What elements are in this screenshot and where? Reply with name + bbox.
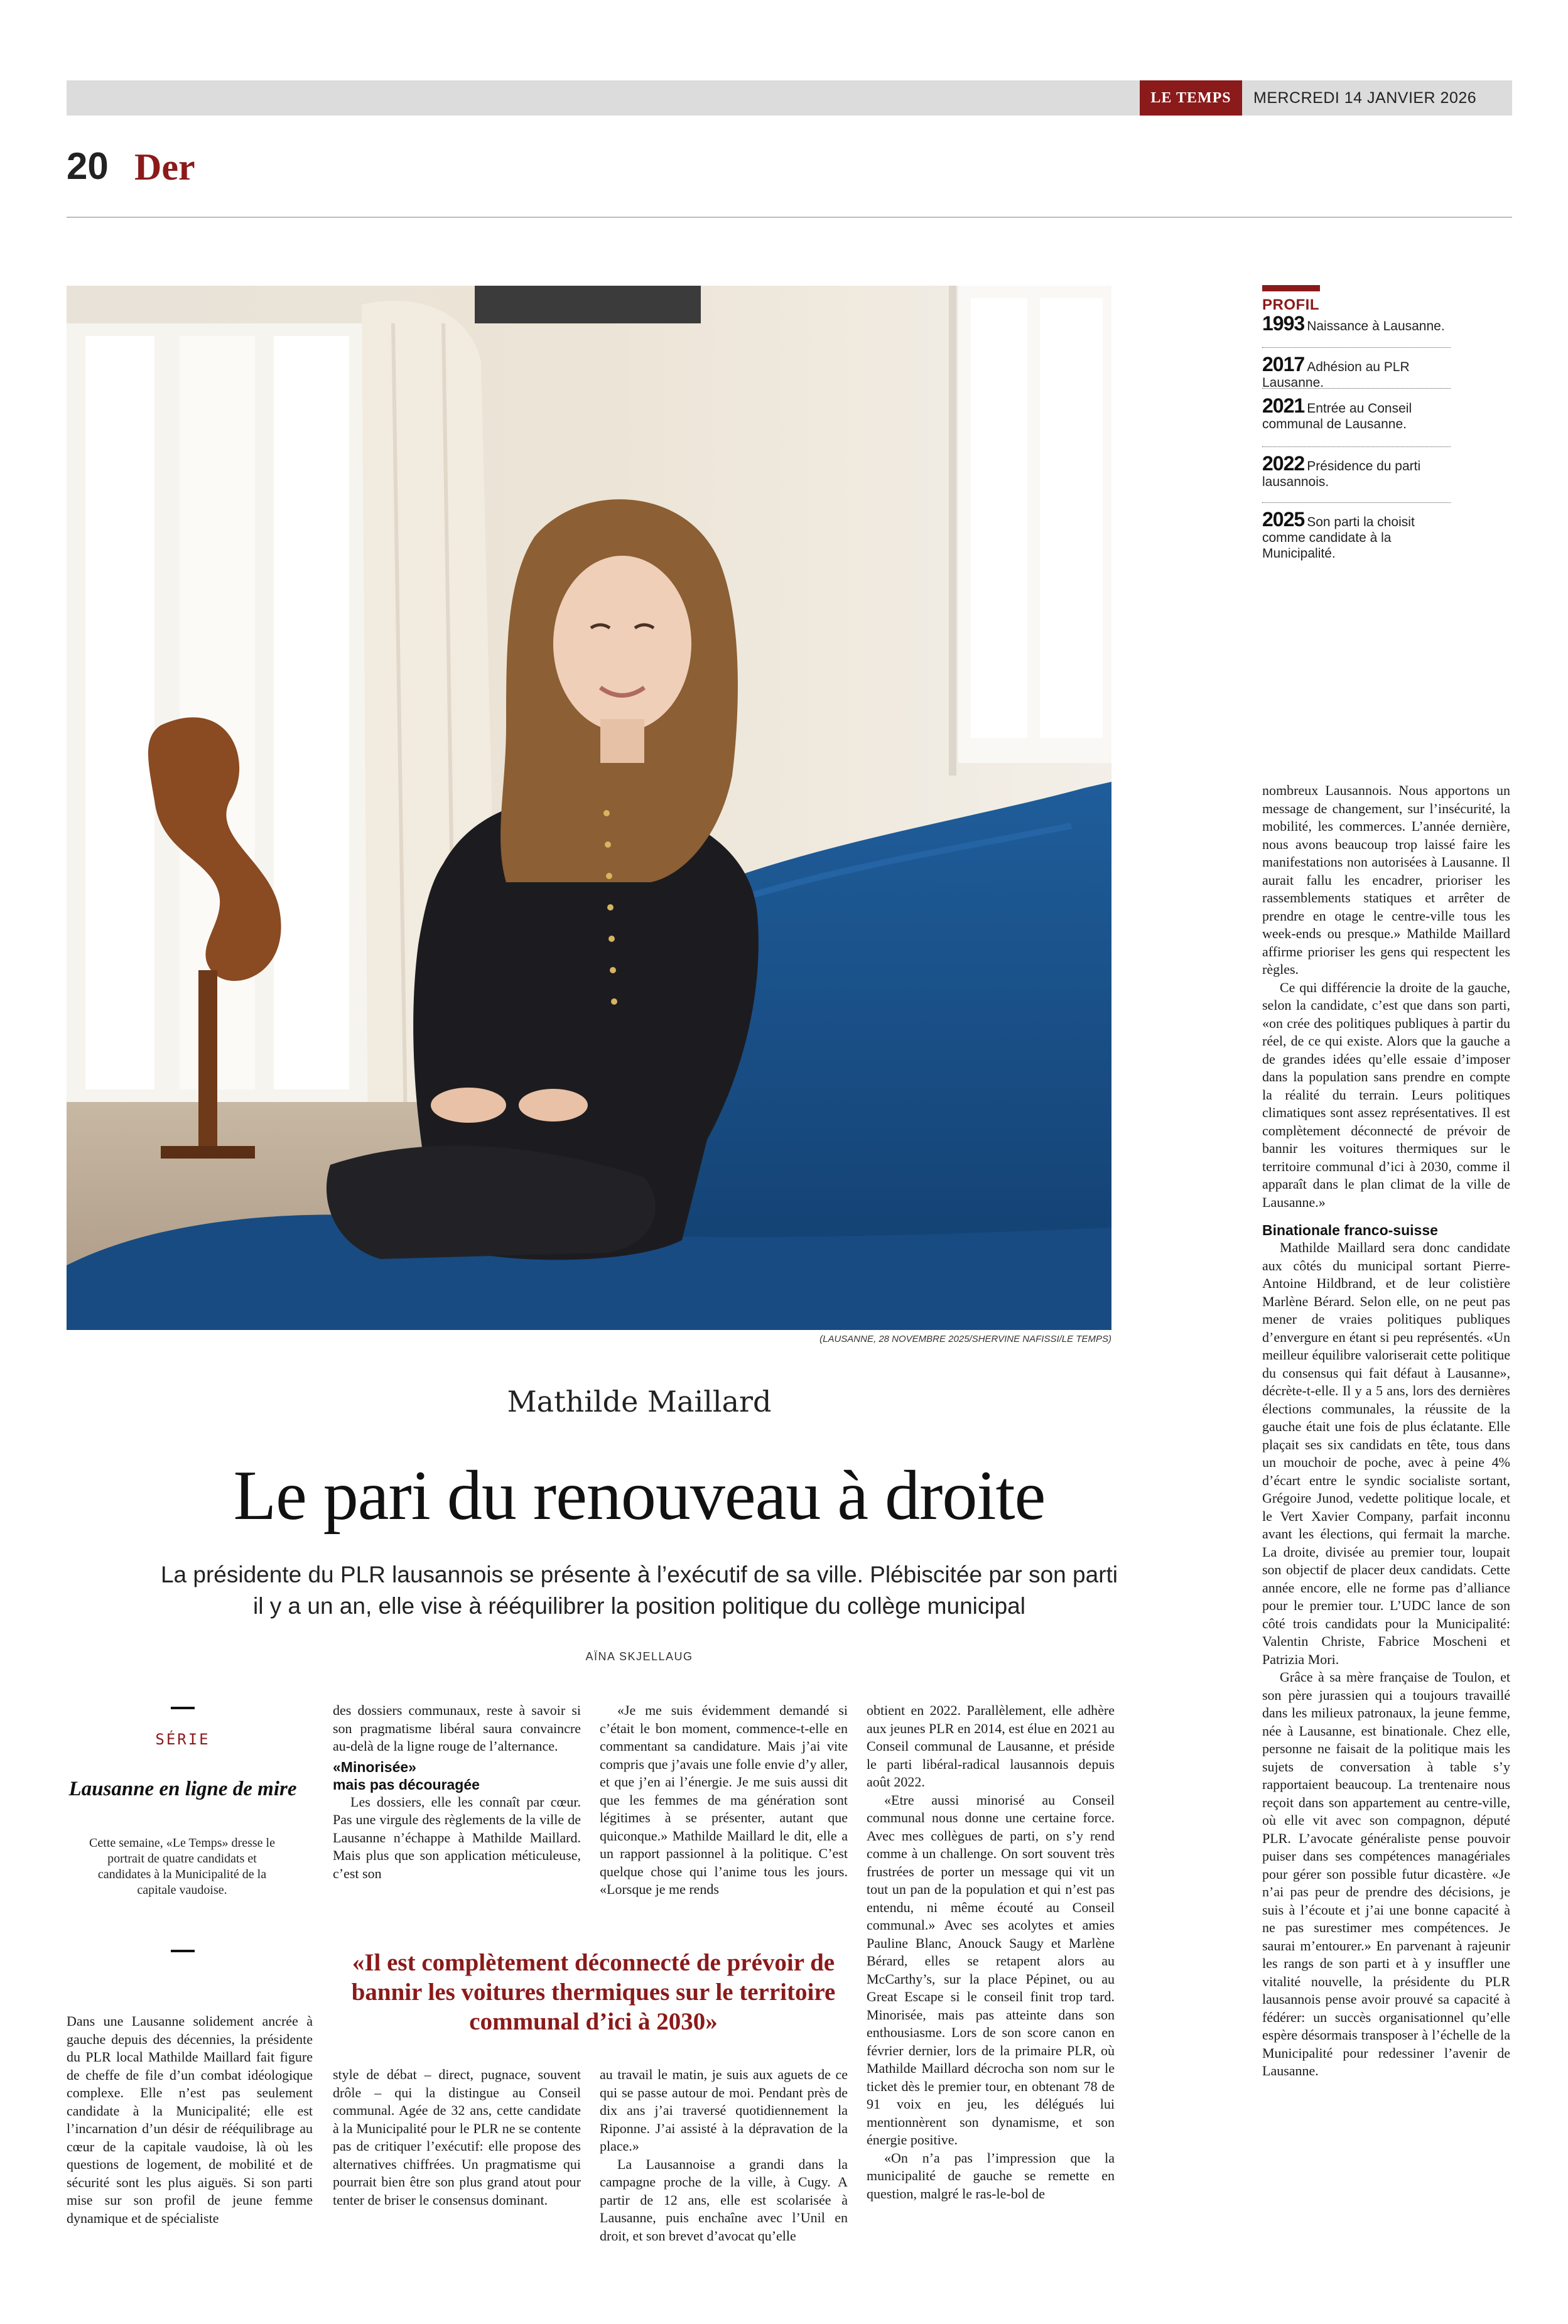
serie-title: Lausanne en ligne de mire (68, 1778, 297, 1800)
col2-subhead-line-2: mais pas découragée (333, 1776, 480, 1793)
col2-paragraph-2: Les dossiers, elle les connaît par cœur. Pas une virgule des règlements de la ville de Lausanne n’échappe à Mathilde Maillard. Mais plus que son application méticuleuse, c’est son (333, 1793, 581, 1881)
profil-item (1262, 508, 1451, 561)
col4-paragraph-3: «On n’a pas l’impression que la municipalité de gauche se remette en question, malgré le ras-le-bol de (867, 2149, 1115, 2202)
profil-separator (1262, 446, 1451, 447)
profil-year: 2022 (1262, 452, 1305, 475)
col2-paragraph-1: des dossiers communaux, reste à savoir si son pragmatisme libéral saura convaincre au-delà de la ligne rouge de l’alternance. (333, 1702, 581, 1754)
serie-dash-top (171, 1707, 195, 1709)
profil-separator (1262, 502, 1451, 503)
column-5 (1262, 782, 1510, 2080)
portrait-photo (67, 286, 1111, 1330)
profil-item (1262, 353, 1451, 391)
section-title: Der (134, 146, 195, 188)
serie-label: SÉRIE (155, 1731, 210, 1748)
article-kicker: Mathilde Maillard (507, 1385, 772, 1419)
portrait-illustration (67, 286, 1111, 1330)
col2-paragraph-3: style de débat – direct, pugnace, souvent drôle – qui la distingue au Conseil communal. Agée de 32 ans, cette candidate à la Municipalité pour le PLR ne se contente pas de critiquer l’exécutif: elle propose des alternatives chiffrées. Un pragmatisme qui pourrait bien être son plus grand atout pour tenter de briser le consensus dominant. (333, 2067, 581, 2208)
serie-dash-bottom (171, 1950, 195, 1952)
article-headline: Le pari du renouveau à droite (233, 1457, 1046, 1535)
brand-logo: LE TEMPS (1140, 80, 1242, 116)
profil-text: Adhésion au PLR Lausanne. (1262, 360, 1410, 390)
column-2-bottom (333, 2066, 581, 2209)
pull-quote: «Il est complètement déconnecté de prévoir de bannir les voitures thermiques sur le territoire communal d’ici à 2030» (351, 1949, 836, 2035)
column-2-top (333, 1702, 581, 1883)
column-3-bottom (600, 2066, 848, 2245)
serie-text: Cette semaine, «Le Temps» dresse le portrait de quatre candidats et candidates à la Municipalité de la capitale vaudoise. (89, 1836, 275, 1897)
page-number: 20 (67, 145, 109, 187)
col1-paragraph: Dans une Lausanne solidement ancrée à gauche depuis des décennies, la présidente du PLR local Mathilde Maillard fait figure de cheffe de file d’un combat idéologique complexe. Elle n’est pas seulement candidate à la Municipalité; elle est l’incarnation d’un désir de rééquilibrage au cœur de la capitale vaudoise, là où les questions de logement, de mobilité et de sécurité sont les plus aiguës. Si son parti mise sur son profil de jeune femme dynamique et de spécialiste (67, 2013, 313, 2226)
col5-paragraph-3: Mathilde Maillard sera donc candidate aux côtés du municipal sortant Pierre-Antoine Hildbrand, et de leur colistière Marlène Bérard. Selon elle, on ne peut pas mener de vraies politiques publiques d’envergure en étant si peu représentés. «Un meilleur équilibre valoriserait cette politique du consensus qui fait défaut à Lausanne», décrète-t-elle. Il y a 5 ans, lors des dernières élections communales, la réussite de la gauche était une fois de plus éclatante. Elle plaçait ses six candidats en tête, tous dans un mouchoir de poche, avec à peine 4% d’écart entre le syndic socialiste sortant, Grégoire Junod, vedette politique locale, et le Vert Xavier Company, parfait inconnu avant les élections, qui fermait la marche. La droite, divisée au premier tour, loupait son objectif de placer deux candidats. Cette année encore, elle ne forme pas d’alliance pour le premier tour. L’UDC lance de son côté trois candidats pour la Municipalité: Valentin Christe, Fabrice Moscheni et Patrizia Mori. (1262, 1240, 1510, 1667)
profil-text: Son parti la choisit comme candidate à la Municipalité. (1262, 515, 1415, 561)
col5-paragraph-1: nombreux Lausannois. Nous apportons un message de changement, sur l’insécurité, la mobilité, les commerces. L’année dernière, nous avons beaucoup trop laissé faire les manifestations non autorisées à Lausanne. Il aurait fallu les encadrer, prioriser les rassemblements statiques et arrêter de prendre en otage le centre-ville tous les week-ends ou presque.» Mathilde Maillard affirme prioriser les gens qui respectent les règles. (1262, 782, 1510, 977)
col5-paragraph-2: Ce qui différencie la droite de la gauche, selon la candidate, c’est que dans son parti, «on crée des politiques publiques à partir du réel, de ce qui existe. Alors que la gauche a de grandes idées qu’elle essaie d’imposer dans la population sans prendre en compte la réalité du terrain. Leurs politiques climatiques sont assez représentatives. Il est complètement déconnecté de prévoir de bannir les voitures thermiques sur le territoire communal d’ici à 2030, comme il apparaît dans le plan climat de la ville de Lausanne.» (1262, 979, 1510, 1210)
column-3-top (600, 1702, 848, 1899)
profil-text: Présidence du parti lausannois. (1262, 459, 1421, 489)
profil-year: 1993 (1262, 312, 1305, 335)
profil-text: Naissance à Lausanne. (1307, 319, 1445, 333)
profil-year: 2017 (1262, 353, 1305, 376)
col3-paragraph-1: «Je me suis évidemment demandé si c’était le bon moment, commence-t-elle en commentant sa candidature. Mais j’ai vite compris que j’avais une folle envie d’y aller, et que j’en ai l’énergie. Je me suis aussi dit que les femmes de ma génération sont légitimes à se présenter, autant que quiconque.» Mathilde Maillard le dit, elle a un rapport passionnel à la politique. C’est quelque chose qui l’anime tous les jours. «Lorsque je me rends (600, 1702, 848, 1897)
profil-year: 2025 (1262, 508, 1305, 531)
lede-line-1: La présidente du PLR lausannois se présente à l’exécutif de sa ville. Plébiscitée par son parti (160, 1562, 1118, 1587)
col3-paragraph-2: au travail le matin, je suis aux aguets de ce qui se passe autour de moi. Pendant près de dix ans j’ai traversé quotidiennement la Riponne. J’ai assisté à la dépravation de la place.» (600, 2067, 848, 2154)
column-4 (867, 1702, 1115, 2203)
article-byline: AÏNA SKJELLAUG (585, 1650, 693, 1663)
profil-item (1262, 452, 1451, 490)
profil-item (1262, 312, 1451, 335)
lede-line-2: il y a un an, elle vise à rééquilibrer la position politique du collège municipal (253, 1593, 1025, 1619)
profil-label: PROFIL (1262, 296, 1319, 313)
profil-separator (1262, 388, 1451, 389)
profil-year: 2021 (1262, 394, 1305, 417)
profil-separator (1262, 347, 1451, 348)
profil-item (1262, 394, 1451, 432)
profil-accent-bar (1262, 285, 1320, 291)
col2-subhead-line-1: «Minorisée» (333, 1758, 416, 1775)
col5-paragraph-4: Grâce à sa mère française de Toulon, et son père jurassien qui a toujours travaillé dans les milieux patronaux, la jeune femme, née à Lausanne, est binationale. Chez elle, personne ne faisait de la politique mais les sujets de conversation à table s’y rapportaient beaucoup. La trentenaire nous reçoit dans son appartement au centre-ville, où elle vit avec son compagnon, député PLR. L’avocate généraliste pense pouvoir puiser dans ses compétences managériales pour gérer son possible futur dicastère. «Je n’ai pas peur de prendre des décisions, je suis à l’écoute et j’ai une bonne capacité à ne pas surestimer mes compétences. Je saurai m’entourer.» En parvenant à rajeunir les rangs de son parti et à y insuffler une vitalité nouvelle, la présidente du PLR lausannois pense avoir prouvé sa capacité à fédérer: un succès organisationnel qu’elle espère désormais transposer à l’échelle de la Municipalité pour redessiner l’avenir de Lausanne. (1262, 1669, 1510, 2078)
column-1 (67, 2013, 313, 2227)
col5-subhead: Binationale franco-suisse (1262, 1222, 1438, 1238)
header-divider (67, 217, 1512, 218)
col4-paragraph-2: «Etre aussi minorisé au Conseil communal nous donne une certaine force. Avec mes collègues de parti, on s’y rend comme à un challenge. On sort souvent très frustrées de porter un message qui vit un tout un pan de la population et qui n’est pas entendu, ni même écouté au Conseil communal.» Avec ses acolytes et amies Pauline Blanc, Anouck Saugy et Marlène Bérard, elles se retapent alors au McCarthy’s, sur la place Pépinet, ou au Great Escape si le conseil finit trop tard. Minorisée, mais pas atteinte dans son enthousiasme. Lors de son score canon en février dernier, lors de la primaire PLR, où Mathilde Maillard décrocha son nom sur le ticket dès le premier tour, en obtenant 78 de 91 voix en jeu, les délégués lui mentionnèrent son dynamisme, et son énergie positive. (867, 1792, 1115, 2148)
col4-paragraph-1: obtient en 2022. Parallèlement, elle adhère aux jeunes PLR en 2014, est élue en 2021 au Conseil communal de Lausanne, et préside le parti libéral-radical lausannois depuis août 2022. (867, 1702, 1115, 1790)
photo-credit: (LAUSANNE, 28 NOVEMBRE 2025/SHERVINE NAFISSI/LE TEMPS) (819, 1334, 1111, 1344)
article-lede (63, 1559, 1216, 1622)
col3-paragraph-3: La Lausannoise a grandi dans la campagne proche de la ville, à Cugy. A partir de 12 ans, elle est scolarisée à Lausanne, puis enchaîne avec l’Unil en droit, et son brevet d’avocat qu’elle (600, 2156, 848, 2244)
issue-date: MERCREDI 14 JANVIER 2026 (1253, 89, 1477, 107)
profil-text: Entrée au Conseil communal de Lausanne. (1262, 401, 1412, 431)
